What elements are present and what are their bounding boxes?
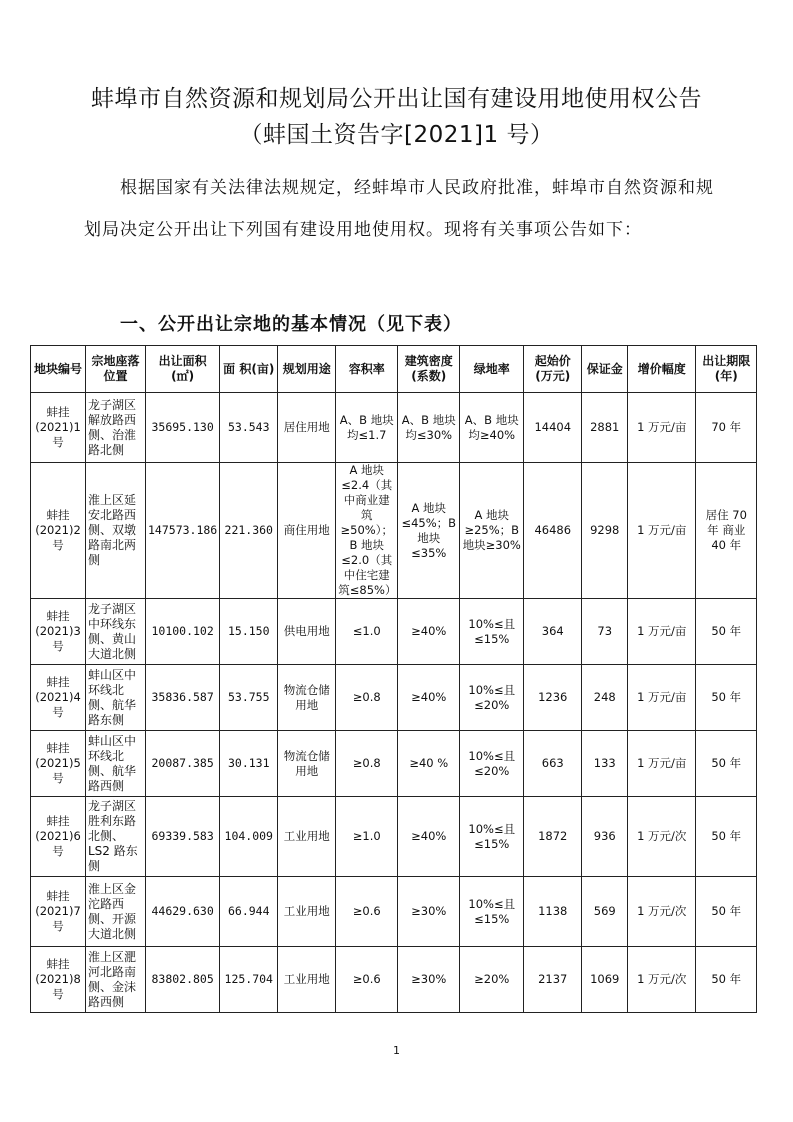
table-cell: ≥40% (398, 665, 460, 731)
table-cell: 龙子湖区解放路西侧、治淮路北侧 (86, 393, 146, 463)
table-cell: 221.360 (220, 463, 278, 599)
header-cell: 地块编号 (31, 346, 86, 393)
table-cell: 1236 (524, 665, 582, 731)
table-cell: 蚌挂(2021)1号 (31, 393, 86, 463)
table-cell: ≥40 % (398, 731, 460, 797)
table-cell: A、B 地块均≤30% (398, 393, 460, 463)
table-cell: 1 万元/亩 (628, 463, 696, 599)
table-cell: 10%≤且≤20% (460, 731, 524, 797)
table-cell: 1 万元/亩 (628, 599, 696, 665)
table-cell: 50 年 (696, 599, 757, 665)
header-cell: 保证金 (582, 346, 628, 393)
table-cell: 1 万元/次 (628, 797, 696, 877)
table-cell: 居住 70 年 商业 40 年 (696, 463, 757, 599)
table-cell: 淮上区金沱路西侧、开源大道北侧 (86, 877, 146, 947)
table-cell: 蚌山区中环线北侧、航华路西侧 (86, 731, 146, 797)
table-cell: A 地块≤45%；B 地块≤35% (398, 463, 460, 599)
table-cell: 工业用地 (278, 877, 336, 947)
table-cell: 1 万元/亩 (628, 665, 696, 731)
table-cell: 73 (582, 599, 628, 665)
table-row (31, 599, 757, 665)
table-cell: 83802.805 (146, 947, 220, 1013)
table-cell: 1872 (524, 797, 582, 877)
table-cell: 50 年 (696, 797, 757, 877)
table-cell: 14404 (524, 393, 582, 463)
table-cell: 147573.186 (146, 463, 220, 599)
table-cell: 66.944 (220, 877, 278, 947)
table-cell: 蚌挂(2021)4号 (31, 665, 86, 731)
table-cell: 蚌山区中环线北侧、航华路东侧 (86, 665, 146, 731)
table-cell: 50 年 (696, 947, 757, 1013)
header-cell: 宗地座落位置 (86, 346, 146, 393)
table-cell: 1138 (524, 877, 582, 947)
table-cell: 53.755 (220, 665, 278, 731)
table-cell: 物流仓储用地 (278, 665, 336, 731)
header-cell: 出让面积(㎡) (146, 346, 220, 393)
table-cell: 50 年 (696, 665, 757, 731)
table-row (31, 947, 757, 1013)
header-cell: 起始价(万元) (524, 346, 582, 393)
table-cell: 蚌挂(2021)5号 (31, 731, 86, 797)
table-cell: 1 万元/次 (628, 877, 696, 947)
table-cell: 蚌挂(2021)3号 (31, 599, 86, 665)
table-cell: 46486 (524, 463, 582, 599)
table-cell: A、B 地块均≥40% (460, 393, 524, 463)
table-cell: 蚌挂(2021)8号 (31, 947, 86, 1013)
table-cell: 125.704 (220, 947, 278, 1013)
header-cell: 建筑密度(系数) (398, 346, 460, 393)
table-cell: ≥0.6 (336, 877, 398, 947)
table-cell: 44629.630 (146, 877, 220, 947)
table-cell: 蚌挂(2021)2号 (31, 463, 86, 599)
table-cell: 龙子湖区中环线东侧、黄山大道北侧 (86, 599, 146, 665)
table-row (31, 393, 757, 463)
table-row (31, 797, 757, 877)
table-cell: 936 (582, 797, 628, 877)
table-cell: 248 (582, 665, 628, 731)
table-cell: 淮上区延安北路西侧、双墩路南北两侧 (86, 463, 146, 599)
table-cell: 1 万元/亩 (628, 731, 696, 797)
table-cell: A 地块≥25%；B 地块≥30% (460, 463, 524, 599)
table-cell: 龙子湖区胜利东路北侧、LS2 路东侧 (86, 797, 146, 877)
table-cell: ≥30% (398, 947, 460, 1013)
section-heading: 一、公开出让宗地的基本情况（见下表） (120, 314, 462, 335)
table-row (31, 463, 757, 599)
table-cell: 569 (582, 877, 628, 947)
header-cell: 容积率 (336, 346, 398, 393)
table-cell: 10%≤且≤20% (460, 665, 524, 731)
table-row (31, 731, 757, 797)
table-cell: 364 (524, 599, 582, 665)
header-cell: 增价幅度 (628, 346, 696, 393)
table-cell: 10%≤且≤15% (460, 797, 524, 877)
table-cell: ≤1.0 (336, 599, 398, 665)
table-cell: 133 (582, 731, 628, 797)
table-cell: ≥30% (398, 877, 460, 947)
table-cell: ≥40% (398, 797, 460, 877)
table-cell: 15.150 (220, 599, 278, 665)
table-cell: 2881 (582, 393, 628, 463)
table-cell: 70 年 (696, 393, 757, 463)
table-cell: 10100.102 (146, 599, 220, 665)
table-cell: 53.543 (220, 393, 278, 463)
land-parcel-table (30, 345, 757, 1013)
table-cell: 20087.385 (146, 731, 220, 797)
table-cell: 30.131 (220, 731, 278, 797)
table-cell: 50 年 (696, 877, 757, 947)
table-cell: 供电用地 (278, 599, 336, 665)
table-cell: 1069 (582, 947, 628, 1013)
table-cell: 物流仓储用地 (278, 731, 336, 797)
table-row (31, 665, 757, 731)
page-number: 1 (393, 1044, 400, 1057)
header-cell: 规划用途 (278, 346, 336, 393)
table-cell: 663 (524, 731, 582, 797)
table-cell: 居住用地 (278, 393, 336, 463)
table-cell: 商住用地 (278, 463, 336, 599)
header-cell: 面 积(亩) (220, 346, 278, 393)
table-cell: 69339.583 (146, 797, 220, 877)
table-cell: 35836.587 (146, 665, 220, 731)
table-cell: ≥0.8 (336, 665, 398, 731)
table-cell: 10%≤且≤15% (460, 877, 524, 947)
table-cell: ≥1.0 (336, 797, 398, 877)
table-cell: 9298 (582, 463, 628, 599)
table-cell: ≥0.8 (336, 731, 398, 797)
table-cell: ≥40% (398, 599, 460, 665)
intro-paragraph: 根据国家有关法律法规规定，经蚌埠市人民政府批准，蚌埠市自然资源和规划局决定公开出让下列国有建设用地使用权。现将有关事项公告如下： (84, 178, 714, 240)
table-cell: 1 万元/次 (628, 947, 696, 1013)
table-header-row (31, 346, 757, 393)
table-cell: 50 年 (696, 731, 757, 797)
notice-doc-number: （蚌国土资告字[2021]1 号） (239, 122, 554, 148)
table-cell: 104.009 (220, 797, 278, 877)
table-cell: 蚌挂(2021)7号 (31, 877, 86, 947)
table-cell: 35695.130 (146, 393, 220, 463)
table-cell: 2137 (524, 947, 582, 1013)
header-cell: 出让期限(年) (696, 346, 757, 393)
table-cell: 淮上区淝河北路南侧、金沫路西侧 (86, 947, 146, 1013)
table-cell: A 地块≤2.4（其中商业建筑≥50%）；B 地块≤2.0（其中住宅建筑≤85%） (336, 463, 398, 599)
table-cell: A、B 地块均≤1.7 (336, 393, 398, 463)
table-cell: 蚌挂(2021)6号 (31, 797, 86, 877)
table-row (31, 877, 757, 947)
table-cell: ≥20% (460, 947, 524, 1013)
table-cell: 10%≤且≤15% (460, 599, 524, 665)
notice-title: 蚌埠市自然资源和规划局公开出让国有建设用地使用权公告 (91, 86, 702, 112)
table-cell: 1 万元/亩 (628, 393, 696, 463)
table-cell: 工业用地 (278, 947, 336, 1013)
table-cell: 工业用地 (278, 797, 336, 877)
table-cell: ≥0.6 (336, 947, 398, 1013)
header-cell: 绿地率 (460, 346, 524, 393)
